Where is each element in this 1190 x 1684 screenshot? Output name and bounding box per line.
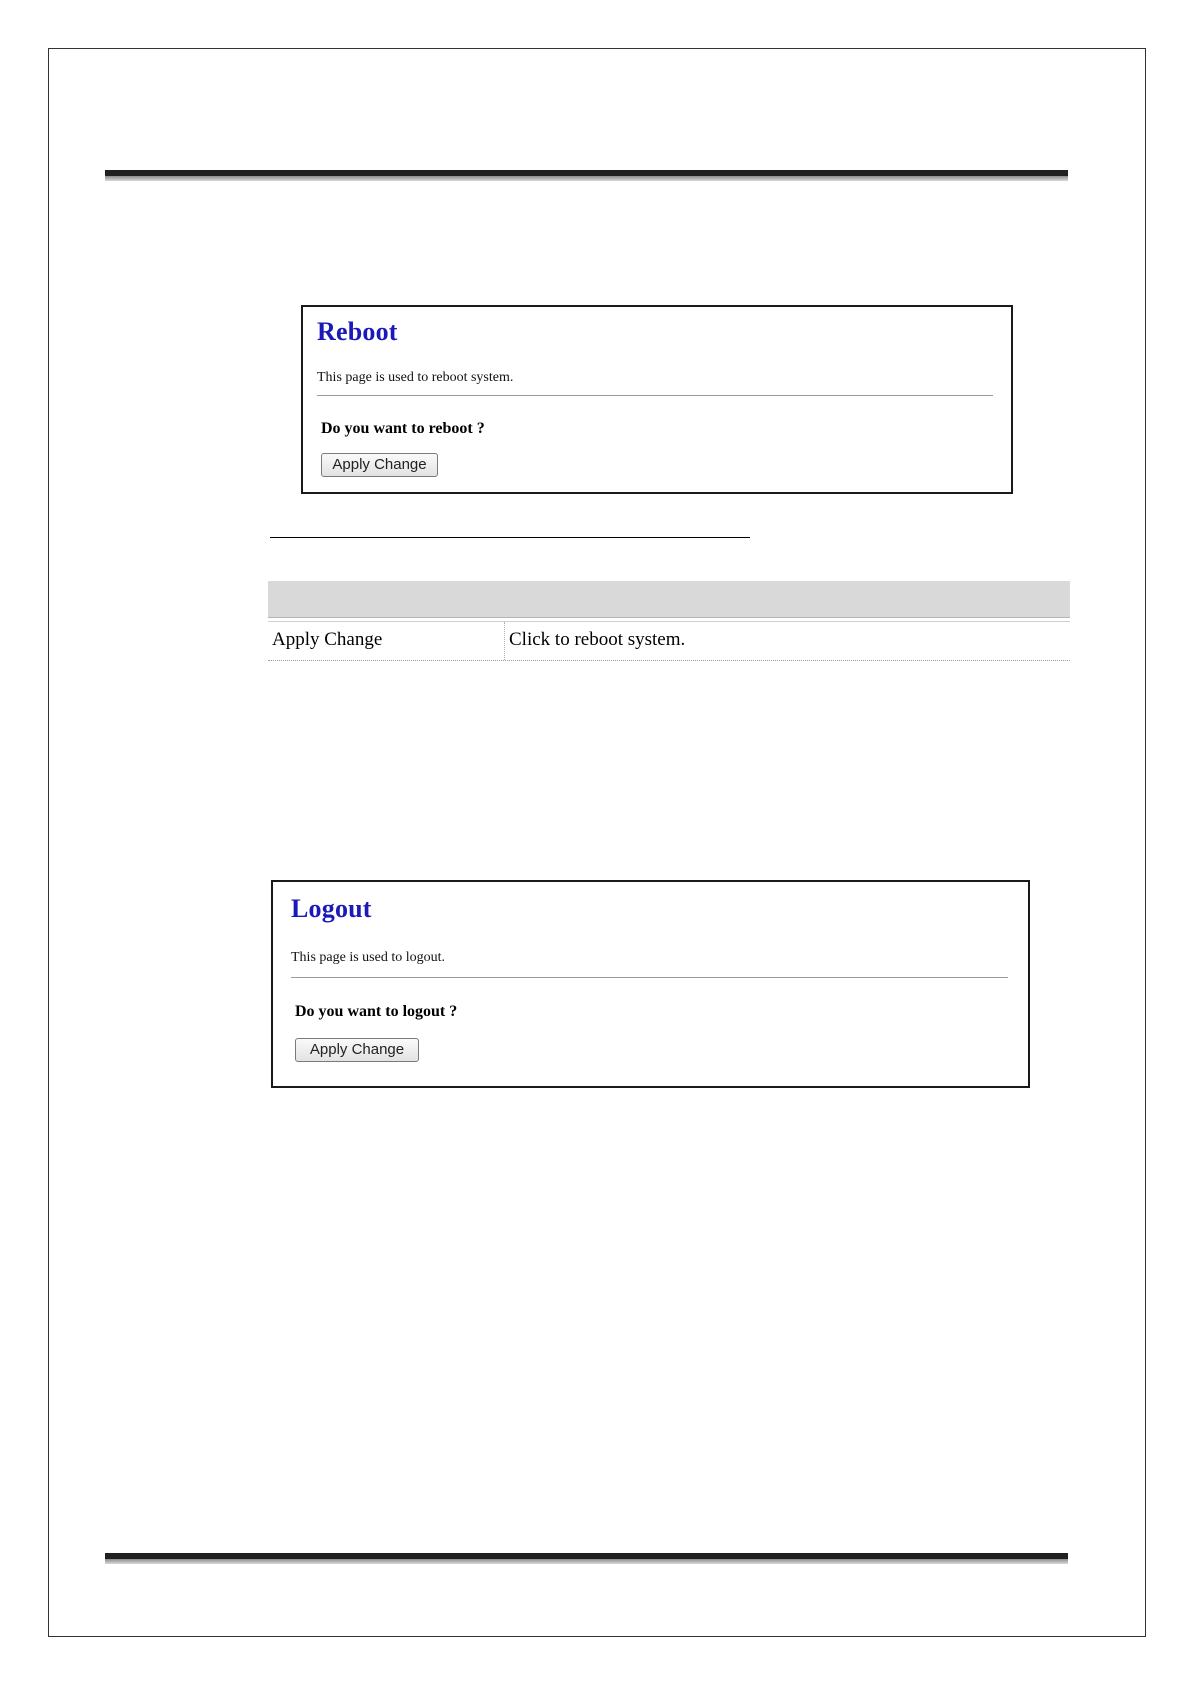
table-row — [268, 621, 1070, 661]
reboot-separator — [317, 395, 993, 396]
page-frame — [48, 48, 1146, 1637]
column-divider — [504, 622, 506, 660]
reboot-apply-change-button[interactable]: Apply Change — [321, 453, 438, 477]
logout-title: Logout — [291, 894, 372, 923]
reboot-description: This page is used to reboot system. — [317, 370, 514, 385]
header-rule — [105, 170, 1068, 181]
table-cell-name: Apply Change — [272, 629, 383, 650]
logout-question: Do you want to logout ? — [295, 1003, 458, 1020]
logout-description: This page is used to logout. — [291, 950, 445, 965]
footer-rule — [105, 1553, 1068, 1564]
caption-underline — [270, 537, 750, 538]
logout-apply-change-button[interactable]: Apply Change — [295, 1038, 419, 1062]
logout-panel — [271, 880, 1030, 1088]
table-cell-description: Click to reboot system. — [509, 629, 686, 650]
parameter-table — [268, 581, 1070, 661]
reboot-panel — [301, 305, 1013, 494]
reboot-title: Reboot — [317, 317, 398, 346]
reboot-question: Do you want to reboot ? — [321, 420, 485, 437]
logout-separator — [291, 977, 1008, 978]
table-header — [268, 581, 1070, 618]
